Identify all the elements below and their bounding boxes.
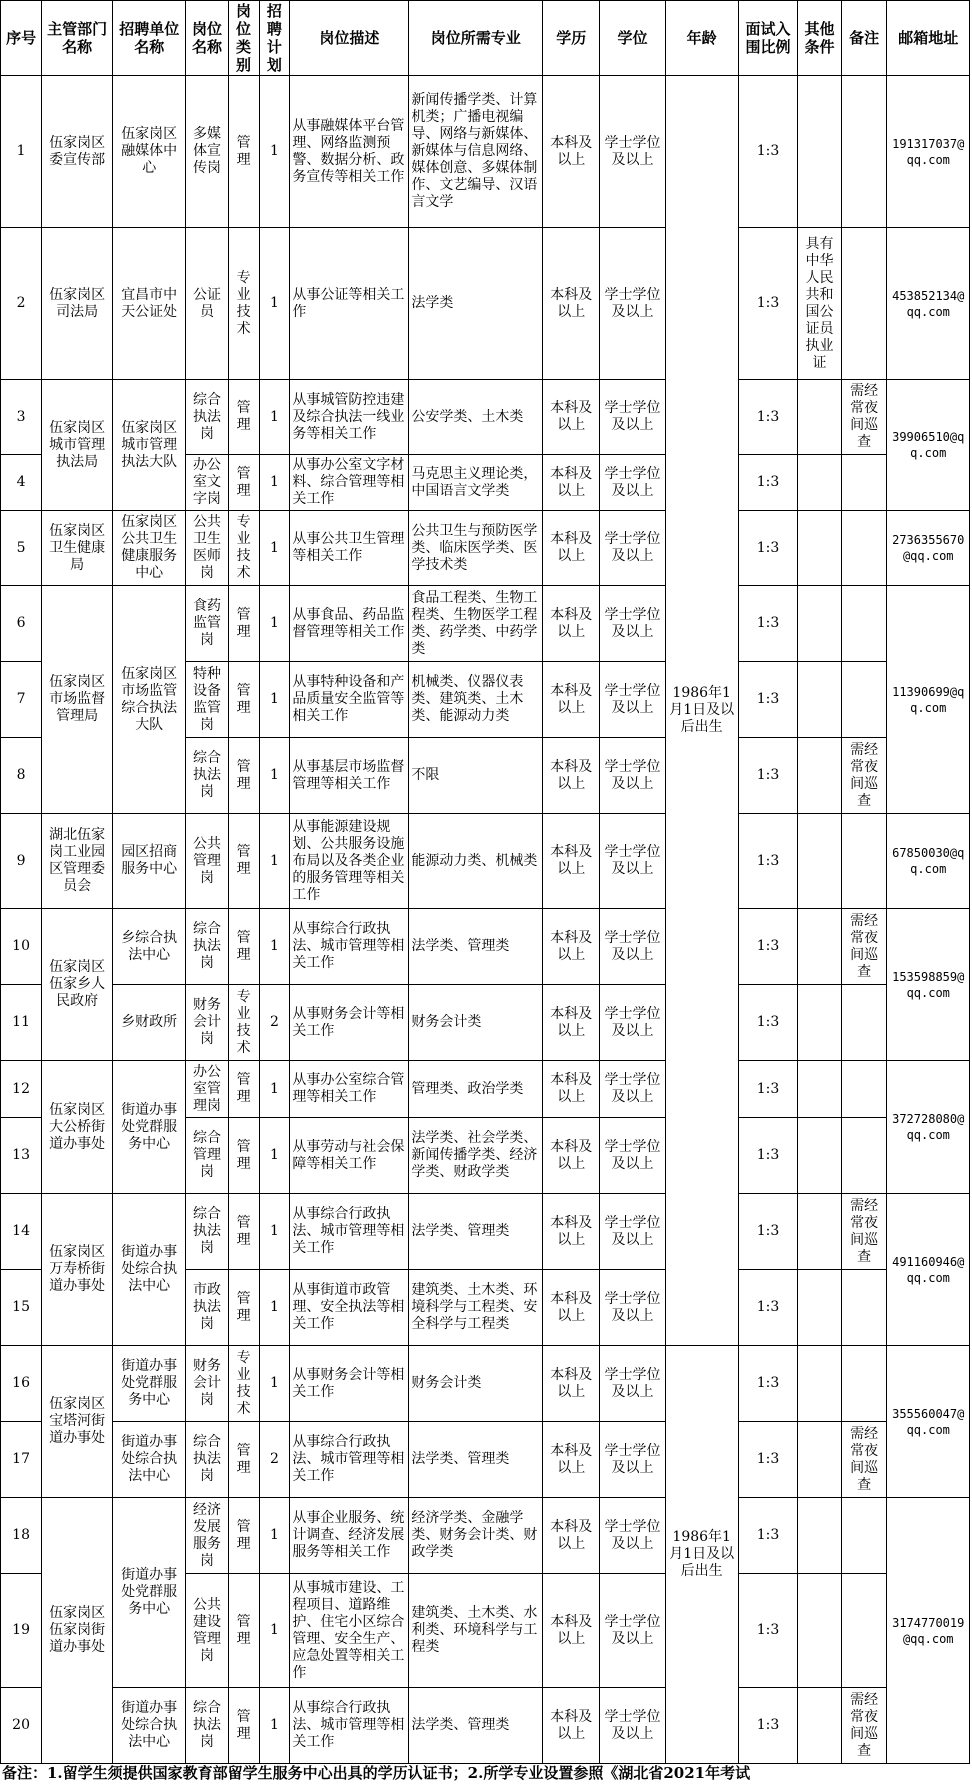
table-row [1,1688,970,1764]
cell-note [841,1270,887,1346]
cell-desc: 从事公证等相关工作 [290,228,409,380]
header-email: 邮箱地址 [887,1,970,76]
cell-other [798,1574,841,1688]
cell-type: 专业技术 [228,511,259,586]
table-row [1,511,970,586]
cell-degree: 学士学位及以上 [600,455,665,511]
cell-ratio: 1:3 [738,662,797,738]
cell-desc: 从事融媒体平台管理、网络监测预警、数据分析、政务宣传等相关工作 [290,76,409,228]
cell-plan: 1 [259,1498,290,1574]
cell-dept: 伍家岗区委宣传部 [42,76,113,228]
cell-edu: 本科及以上 [543,511,600,586]
cell-edu: 本科及以上 [543,455,600,511]
cell-major: 马克思主义理论类，中国语言文学类 [409,455,543,511]
cell-seq: 17 [1,1422,42,1498]
cell-post: 特种设备监管岗 [186,662,228,738]
table-row [1,228,970,380]
cell-email: 453852134@qq.com [887,228,970,380]
cell-major: 公安学类、土木类 [409,380,543,455]
cell-email: 2736355670@qq.com [887,511,970,586]
cell-note [841,228,887,380]
cell-ratio: 1:3 [738,985,797,1061]
cell-type: 管理 [228,1574,259,1688]
cell-type: 管理 [228,662,259,738]
cell-other [798,1422,841,1498]
cell-type: 管理 [228,380,259,455]
cell-seq: 1 [1,76,42,228]
cell-other [798,1270,841,1346]
cell-type: 专业技术 [228,228,259,380]
cell-desc: 从事城管防控违建及综合执法一线业务等相关工作 [290,380,409,455]
cell-desc: 从事综合行政执法、城市管理等相关工作 [290,909,409,985]
cell-ratio: 1:3 [738,814,797,909]
cell-post: 财务会计岗 [186,1346,228,1422]
cell-other [798,1194,841,1270]
cell-edu: 本科及以上 [543,76,600,228]
cell-degree: 学士学位及以上 [600,909,665,985]
cell-edu: 本科及以上 [543,586,600,662]
cell-plan: 1 [259,1061,290,1118]
cell-major: 能源动力类、机械类 [409,814,543,909]
cell-desc: 从事办公室综合管理等相关工作 [290,1061,409,1118]
cell-major: 不限 [409,738,543,814]
cell-note [841,1498,887,1574]
cell-unit: 伍家岗区融媒体中心 [113,76,186,228]
cell-degree: 学士学位及以上 [600,1118,665,1194]
cell-type: 管理 [228,1118,259,1194]
cell-unit: 街道办事处综合执法中心 [113,1194,186,1346]
cell-type: 管理 [228,1422,259,1498]
cell-seq: 18 [1,1498,42,1574]
cell-major: 财务会计类 [409,1346,543,1422]
table-row [1,1194,970,1270]
cell-note [841,586,887,662]
cell-plan: 2 [259,1422,290,1498]
cell-other [798,985,841,1061]
cell-type: 专业技术 [228,985,259,1061]
cell-major: 食品工程类、生物工程类、生物医学工程类、药学类、中药学类 [409,586,543,662]
cell-dept: 伍家岗区伍家岗街道办事处 [42,1498,113,1764]
cell-seq: 14 [1,1194,42,1270]
cell-post: 综合执法岗 [186,1688,228,1764]
cell-note [841,76,887,228]
cell-dept: 伍家岗区宝塔河街道办事处 [42,1346,113,1498]
cell-degree: 学士学位及以上 [600,662,665,738]
header-type: 岗位类别 [228,1,259,76]
cell-ratio: 1:3 [738,511,797,586]
cell-post: 多媒体宣传岗 [186,76,228,228]
cell-desc: 从事街道市政管理、安全执法等相关工作 [290,1270,409,1346]
cell-seq: 2 [1,228,42,380]
cell-email: 39906510@qq.com [887,380,970,511]
cell-plan: 1 [259,662,290,738]
cell-unit: 街道办事处党群服务中心 [113,1061,186,1194]
cell-ratio: 1:3 [738,1118,797,1194]
cell-ratio: 1:3 [738,1498,797,1574]
cell-post: 公证员 [186,228,228,380]
cell-desc: 从事公共卫生管理等相关工作 [290,511,409,586]
cell-ratio: 1:3 [738,1270,797,1346]
cell-degree: 学士学位及以上 [600,1061,665,1118]
header-other: 其他条件 [798,1,841,76]
cell-type: 管理 [228,1688,259,1764]
cell-major: 财务会计类 [409,985,543,1061]
cell-degree: 学士学位及以上 [600,814,665,909]
header-row [1,1,970,76]
table-row [1,814,970,909]
cell-edu: 本科及以上 [543,985,600,1061]
cell-plan: 1 [259,76,290,228]
cell-ratio: 1:3 [738,909,797,985]
cell-seq: 19 [1,1574,42,1688]
cell-degree: 学士学位及以上 [600,380,665,455]
cell-ratio: 1:3 [738,586,797,662]
cell-dept: 伍家岗区大公桥街道办事处 [42,1061,113,1194]
cell-dept: 湖北伍家岗工业园区管理委员会 [42,814,113,909]
cell-seq: 13 [1,1118,42,1194]
cell-note [841,985,887,1061]
cell-unit: 街道办事处综合执法中心 [113,1422,186,1498]
cell-major: 法学类、管理类 [409,1194,543,1270]
cell-type: 管理 [228,814,259,909]
cell-note [841,662,887,738]
cell-plan: 1 [259,909,290,985]
cell-post: 公共建设管理岗 [186,1574,228,1688]
cell-ratio: 1:3 [738,1574,797,1688]
cell-other [798,814,841,909]
cell-seq: 8 [1,738,42,814]
cell-post: 食药监管岗 [186,586,228,662]
cell-edu: 本科及以上 [543,1270,600,1346]
cell-age-2: 1986年1月1日及以后出生 [665,1346,738,1764]
cell-type: 管理 [228,76,259,228]
cell-major: 法学类、管理类 [409,909,543,985]
table-row [1,1422,970,1498]
cell-type: 管理 [228,1061,259,1118]
cell-degree: 学士学位及以上 [600,1574,665,1688]
cell-plan: 1 [259,1118,290,1194]
header-plan: 招聘计划 [259,1,290,76]
cell-unit: 乡财政所 [113,985,186,1061]
cell-seq: 11 [1,985,42,1061]
header-edu: 学历 [543,1,600,76]
cell-plan: 1 [259,228,290,380]
cell-plan: 1 [259,1688,290,1764]
cell-plan: 1 [259,1346,290,1422]
cell-email: 355560047@qq.com [887,1346,970,1498]
cell-dept: 伍家岗区万寿桥街道办事处 [42,1194,113,1346]
cell-dept: 伍家岗区卫生健康局 [42,511,113,586]
cell-post: 综合执法岗 [186,1422,228,1498]
cell-degree: 学士学位及以上 [600,1346,665,1422]
cell-plan: 1 [259,738,290,814]
cell-post: 办公室管理岗 [186,1061,228,1118]
cell-ratio: 1:3 [738,76,797,228]
table-row [1,586,970,662]
cell-post: 公共卫生医师岗 [186,511,228,586]
cell-major: 法学类、管理类 [409,1688,543,1764]
cell-major: 公共卫生与预防医学类、临床医学类、医学技术类 [409,511,543,586]
cell-seq: 10 [1,909,42,985]
cell-note: 需经常夜间巡查 [841,1194,887,1270]
cell-type: 管理 [228,1194,259,1270]
cell-unit: 伍家岗区市场监管综合执法大队 [113,586,186,814]
cell-plan: 1 [259,1194,290,1270]
cell-edu: 本科及以上 [543,1194,600,1270]
table-row [1,985,970,1061]
cell-seq: 9 [1,814,42,909]
footnote: 备注：1.留学生须提供国家教育部留学生服务中心出具的学历认证书；2.所学专业设置参照《湖北省2021年考试 [2,1764,751,1782]
table-row [1,1346,970,1422]
cell-desc: 从事财务会计等相关工作 [290,985,409,1061]
cell-unit: 街道办事处党群服务中心 [113,1346,186,1422]
cell-edu: 本科及以上 [543,662,600,738]
cell-ratio: 1:3 [738,1194,797,1270]
cell-seq: 3 [1,380,42,455]
cell-ratio: 1:3 [738,1346,797,1422]
cell-edu: 本科及以上 [543,1118,600,1194]
cell-type: 管理 [228,738,259,814]
cell-degree: 学士学位及以上 [600,1194,665,1270]
cell-edu: 本科及以上 [543,380,600,455]
header-major: 岗位所需专业 [409,1,543,76]
cell-note [841,1574,887,1688]
header-ratio: 面试入围比例 [738,1,797,76]
cell-type: 管理 [228,586,259,662]
cell-unit: 街道办事处党群服务中心 [113,1498,186,1688]
cell-note [841,1346,887,1422]
cell-unit: 伍家岗区公共卫生健康服务中心 [113,511,186,586]
cell-major: 机械类、仪器仪表类、建筑类、土木类、能源动力类 [409,662,543,738]
cell-note: 需经常夜间巡查 [841,909,887,985]
cell-dept: 伍家岗区城市管理执法局 [42,380,113,511]
cell-note: 需经常夜间巡查 [841,738,887,814]
cell-edu: 本科及以上 [543,1346,600,1422]
cell-seq: 4 [1,455,42,511]
cell-type: 管理 [228,1270,259,1346]
cell-email: 153598859@qq.com [887,909,970,1061]
cell-other [798,380,841,455]
cell-desc: 从事劳动与社会保障等相关工作 [290,1118,409,1194]
cell-degree: 学士学位及以上 [600,228,665,380]
cell-post: 财务会计岗 [186,985,228,1061]
cell-other [798,76,841,228]
cell-email: 372728080@qq.com [887,1061,970,1194]
cell-ratio: 1:3 [738,228,797,380]
cell-edu: 本科及以上 [543,738,600,814]
table-row [1,1061,970,1118]
cell-post: 综合执法岗 [186,909,228,985]
cell-unit: 乡综合执法中心 [113,909,186,985]
cell-other [798,455,841,511]
table-row [1,1498,970,1574]
cell-major: 经济学类、金融学类、财务会计类、财政学类 [409,1498,543,1574]
cell-edu: 本科及以上 [543,1422,600,1498]
cell-plan: 1 [259,380,290,455]
cell-degree: 学士学位及以上 [600,76,665,228]
cell-email: 67850030@qq.com [887,814,970,909]
cell-email: 3174770019@qq.com [887,1498,970,1764]
cell-note [841,1118,887,1194]
cell-type: 专业技术 [228,1346,259,1422]
cell-degree: 学士学位及以上 [600,1688,665,1764]
cell-degree: 学士学位及以上 [600,586,665,662]
cell-plan: 1 [259,1270,290,1346]
table-row [1,76,970,228]
cell-desc: 从事企业服务、统计调查、经济发展服务等相关工作 [290,1498,409,1574]
cell-email: 491160946@qq.com [887,1194,970,1346]
cell-desc: 从事综合行政执法、城市管理等相关工作 [290,1194,409,1270]
cell-plan: 1 [259,455,290,511]
cell-note [841,814,887,909]
cell-dept: 伍家岗区伍家乡人民政府 [42,909,113,1061]
cell-post: 经济发展服务岗 [186,1498,228,1574]
cell-other: 具有中华人民共和国公证员执业证 [798,228,841,380]
cell-post: 办公室文字岗 [186,455,228,511]
cell-ratio: 1:3 [738,380,797,455]
cell-note [841,455,887,511]
cell-seq: 12 [1,1061,42,1118]
cell-degree: 学士学位及以上 [600,1422,665,1498]
cell-ratio: 1:3 [738,455,797,511]
cell-degree: 学士学位及以上 [600,738,665,814]
cell-plan: 1 [259,511,290,586]
cell-other [798,662,841,738]
cell-edu: 本科及以上 [543,1688,600,1764]
cell-type: 管理 [228,455,259,511]
cell-edu: 本科及以上 [543,909,600,985]
cell-desc: 从事食品、药品监督管理等相关工作 [290,586,409,662]
cell-note [841,511,887,586]
cell-post: 综合执法岗 [186,380,228,455]
cell-note: 需经常夜间巡查 [841,380,887,455]
header-note: 备注 [841,1,887,76]
cell-major: 法学类、管理类 [409,1422,543,1498]
header-unit: 招聘单位名称 [113,1,186,76]
cell-ratio: 1:3 [738,1688,797,1764]
cell-major: 建筑类、土木类、水利类、环境科学与工程类 [409,1574,543,1688]
cell-email: 191317037@qq.com [887,76,970,228]
cell-other [798,1498,841,1574]
cell-plan: 2 [259,985,290,1061]
cell-plan: 1 [259,1574,290,1688]
header-seq: 序号 [1,1,42,76]
cell-note: 需经常夜间巡查 [841,1422,887,1498]
header-desc: 岗位描述 [290,1,409,76]
cell-ratio: 1:3 [738,1061,797,1118]
cell-edu: 本科及以上 [543,814,600,909]
cell-edu: 本科及以上 [543,1061,600,1118]
cell-desc: 从事特种设备和产品质量安全监管等相关工作 [290,662,409,738]
cell-seq: 6 [1,586,42,662]
cell-note [841,1061,887,1118]
cell-other [798,511,841,586]
cell-unit: 伍家岗区城市管理执法大队 [113,380,186,511]
table-row [1,909,970,985]
cell-desc: 从事能源建设规划、公共服务设施布局以及各类企业的服务管理等相关工作 [290,814,409,909]
table-row [1,380,970,455]
cell-plan: 1 [259,814,290,909]
cell-seq: 20 [1,1688,42,1764]
cell-other [798,1118,841,1194]
cell-edu: 本科及以上 [543,1498,600,1574]
cell-unit: 宜昌市中天公证处 [113,228,186,380]
cell-major: 建筑类、土木类、环境科学与工程类、安全科学与工程类 [409,1270,543,1346]
header-age: 年龄 [665,1,738,76]
cell-dept: 伍家岗区司法局 [42,228,113,380]
cell-major: 管理类、政治学类 [409,1061,543,1118]
cell-edu: 本科及以上 [543,228,600,380]
cell-desc: 从事财务会计等相关工作 [290,1346,409,1422]
cell-edu: 本科及以上 [543,1574,600,1688]
cell-major: 法学类、社会学类、新闻传播学类、经济学类、财政学类 [409,1118,543,1194]
cell-plan: 1 [259,586,290,662]
cell-other [798,1688,841,1764]
cell-ratio: 1:3 [738,738,797,814]
cell-post: 综合执法岗 [186,1194,228,1270]
cell-degree: 学士学位及以上 [600,1498,665,1574]
cell-unit: 街道办事处综合执法中心 [113,1688,186,1764]
cell-degree: 学士学位及以上 [600,511,665,586]
cell-desc: 从事综合行政执法、城市管理等相关工作 [290,1688,409,1764]
cell-desc: 从事城市建设、工程项目、道路维护、住宅小区综合管理、安全生产、应急处置等相关工作 [290,1574,409,1688]
cell-post: 综合执法岗 [186,738,228,814]
cell-unit: 园区招商服务中心 [113,814,186,909]
cell-major: 法学类 [409,228,543,380]
cell-other [798,738,841,814]
cell-major: 新闻传播学类、计算机类；广播电视编导、网络与新媒体、新媒体与信息网络、媒体创意、多媒体制作、文艺编导、汉语言文学 [409,76,543,228]
cell-post: 公共管理岗 [186,814,228,909]
cell-post: 市政执法岗 [186,1270,228,1346]
cell-seq: 15 [1,1270,42,1346]
cell-degree: 学士学位及以上 [600,985,665,1061]
cell-dept: 伍家岗区市场监督管理局 [42,586,113,814]
cell-age: 1986年1月1日及以后出生 [665,76,738,1346]
header-post: 岗位名称 [186,1,228,76]
cell-seq: 5 [1,511,42,586]
cell-email: 11390699@qq.com [887,586,970,814]
cell-seq: 7 [1,662,42,738]
cell-other [798,586,841,662]
cell-desc: 从事综合行政执法、城市管理等相关工作 [290,1422,409,1498]
cell-seq: 16 [1,1346,42,1422]
cell-post: 综合管理岗 [186,1118,228,1194]
header-dept: 主管部门名称 [42,1,113,76]
cell-degree: 学士学位及以上 [600,1270,665,1346]
cell-other [798,1061,841,1118]
cell-other [798,909,841,985]
cell-other [798,1346,841,1422]
cell-ratio: 1:3 [738,1422,797,1498]
cell-type: 管理 [228,909,259,985]
cell-desc: 从事基层市场监督管理等相关工作 [290,738,409,814]
cell-type: 管理 [228,1498,259,1574]
cell-desc: 从事办公室文字材料、综合管理等相关工作 [290,455,409,511]
header-degree: 学位 [600,1,665,76]
cell-note: 需经常夜间巡查 [841,1688,887,1764]
